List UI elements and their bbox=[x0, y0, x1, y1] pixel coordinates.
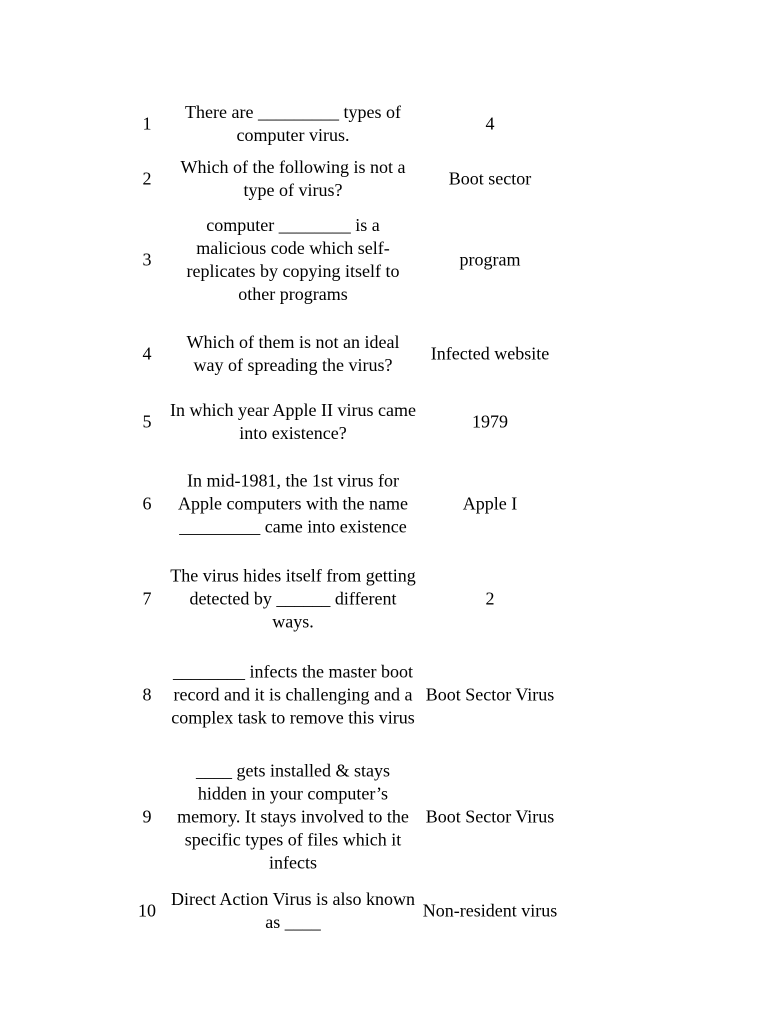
row-answer: 2 bbox=[485, 588, 495, 609]
table-row bbox=[0, 398, 768, 446]
row-question: Direct Action Virus is also known as ____ bbox=[170, 889, 416, 932]
row-number: 4 bbox=[142, 343, 152, 364]
row-question: The virus hides itself from getting detected by ______ different ways. bbox=[170, 565, 416, 632]
row-answer: Infected website bbox=[430, 343, 550, 364]
row-question: Which of them is not an ideal way of spreading the virus? bbox=[186, 332, 400, 375]
table-row bbox=[0, 100, 768, 148]
row-answer: Apple I bbox=[462, 493, 518, 514]
table-row bbox=[0, 330, 768, 378]
row-question: computer ________ is a malicious code which self-replicates by copying itself to other programs bbox=[186, 215, 400, 304]
row-answer: Boot Sector Virus bbox=[425, 684, 555, 705]
table-row bbox=[0, 212, 768, 308]
row-number: 2 bbox=[142, 168, 152, 189]
row-number: 9 bbox=[142, 806, 152, 827]
table-row bbox=[0, 155, 768, 203]
table-row bbox=[0, 757, 768, 877]
row-question: In which year Apple II virus came into existence? bbox=[170, 400, 416, 443]
table-row bbox=[0, 887, 768, 935]
row-number: 6 bbox=[142, 493, 152, 514]
table-row bbox=[0, 563, 768, 635]
row-answer: 1979 bbox=[472, 411, 508, 432]
row-number: 5 bbox=[142, 411, 152, 432]
row-answer: program bbox=[459, 249, 521, 270]
row-question: ________ infects the master boot record and it is challenging and a complex task to remove this virus bbox=[171, 661, 415, 728]
row-number: 10 bbox=[138, 900, 156, 921]
row-question: ____ gets installed & stays hidden in your computer’s memory. It stays involved to the specific types of files which it infects bbox=[177, 760, 409, 873]
row-number: 8 bbox=[142, 684, 152, 705]
row-question: There are _________ types of computer virus. bbox=[185, 102, 401, 145]
table-row bbox=[0, 647, 768, 743]
row-answer: Boot sector bbox=[448, 168, 532, 189]
row-question: In mid-1981, the 1st virus for Apple computers with the name _________ came into existence bbox=[178, 470, 408, 537]
row-question: Which of the following is not a type of virus? bbox=[180, 157, 406, 200]
row-number: 7 bbox=[142, 588, 152, 609]
row-answer: 4 bbox=[485, 113, 495, 134]
row-number: 1 bbox=[142, 113, 152, 134]
table-row bbox=[0, 456, 768, 552]
row-answer: Boot Sector Virus bbox=[425, 806, 555, 827]
row-number: 3 bbox=[142, 249, 152, 270]
row-answer: Non-resident virus bbox=[422, 900, 558, 921]
